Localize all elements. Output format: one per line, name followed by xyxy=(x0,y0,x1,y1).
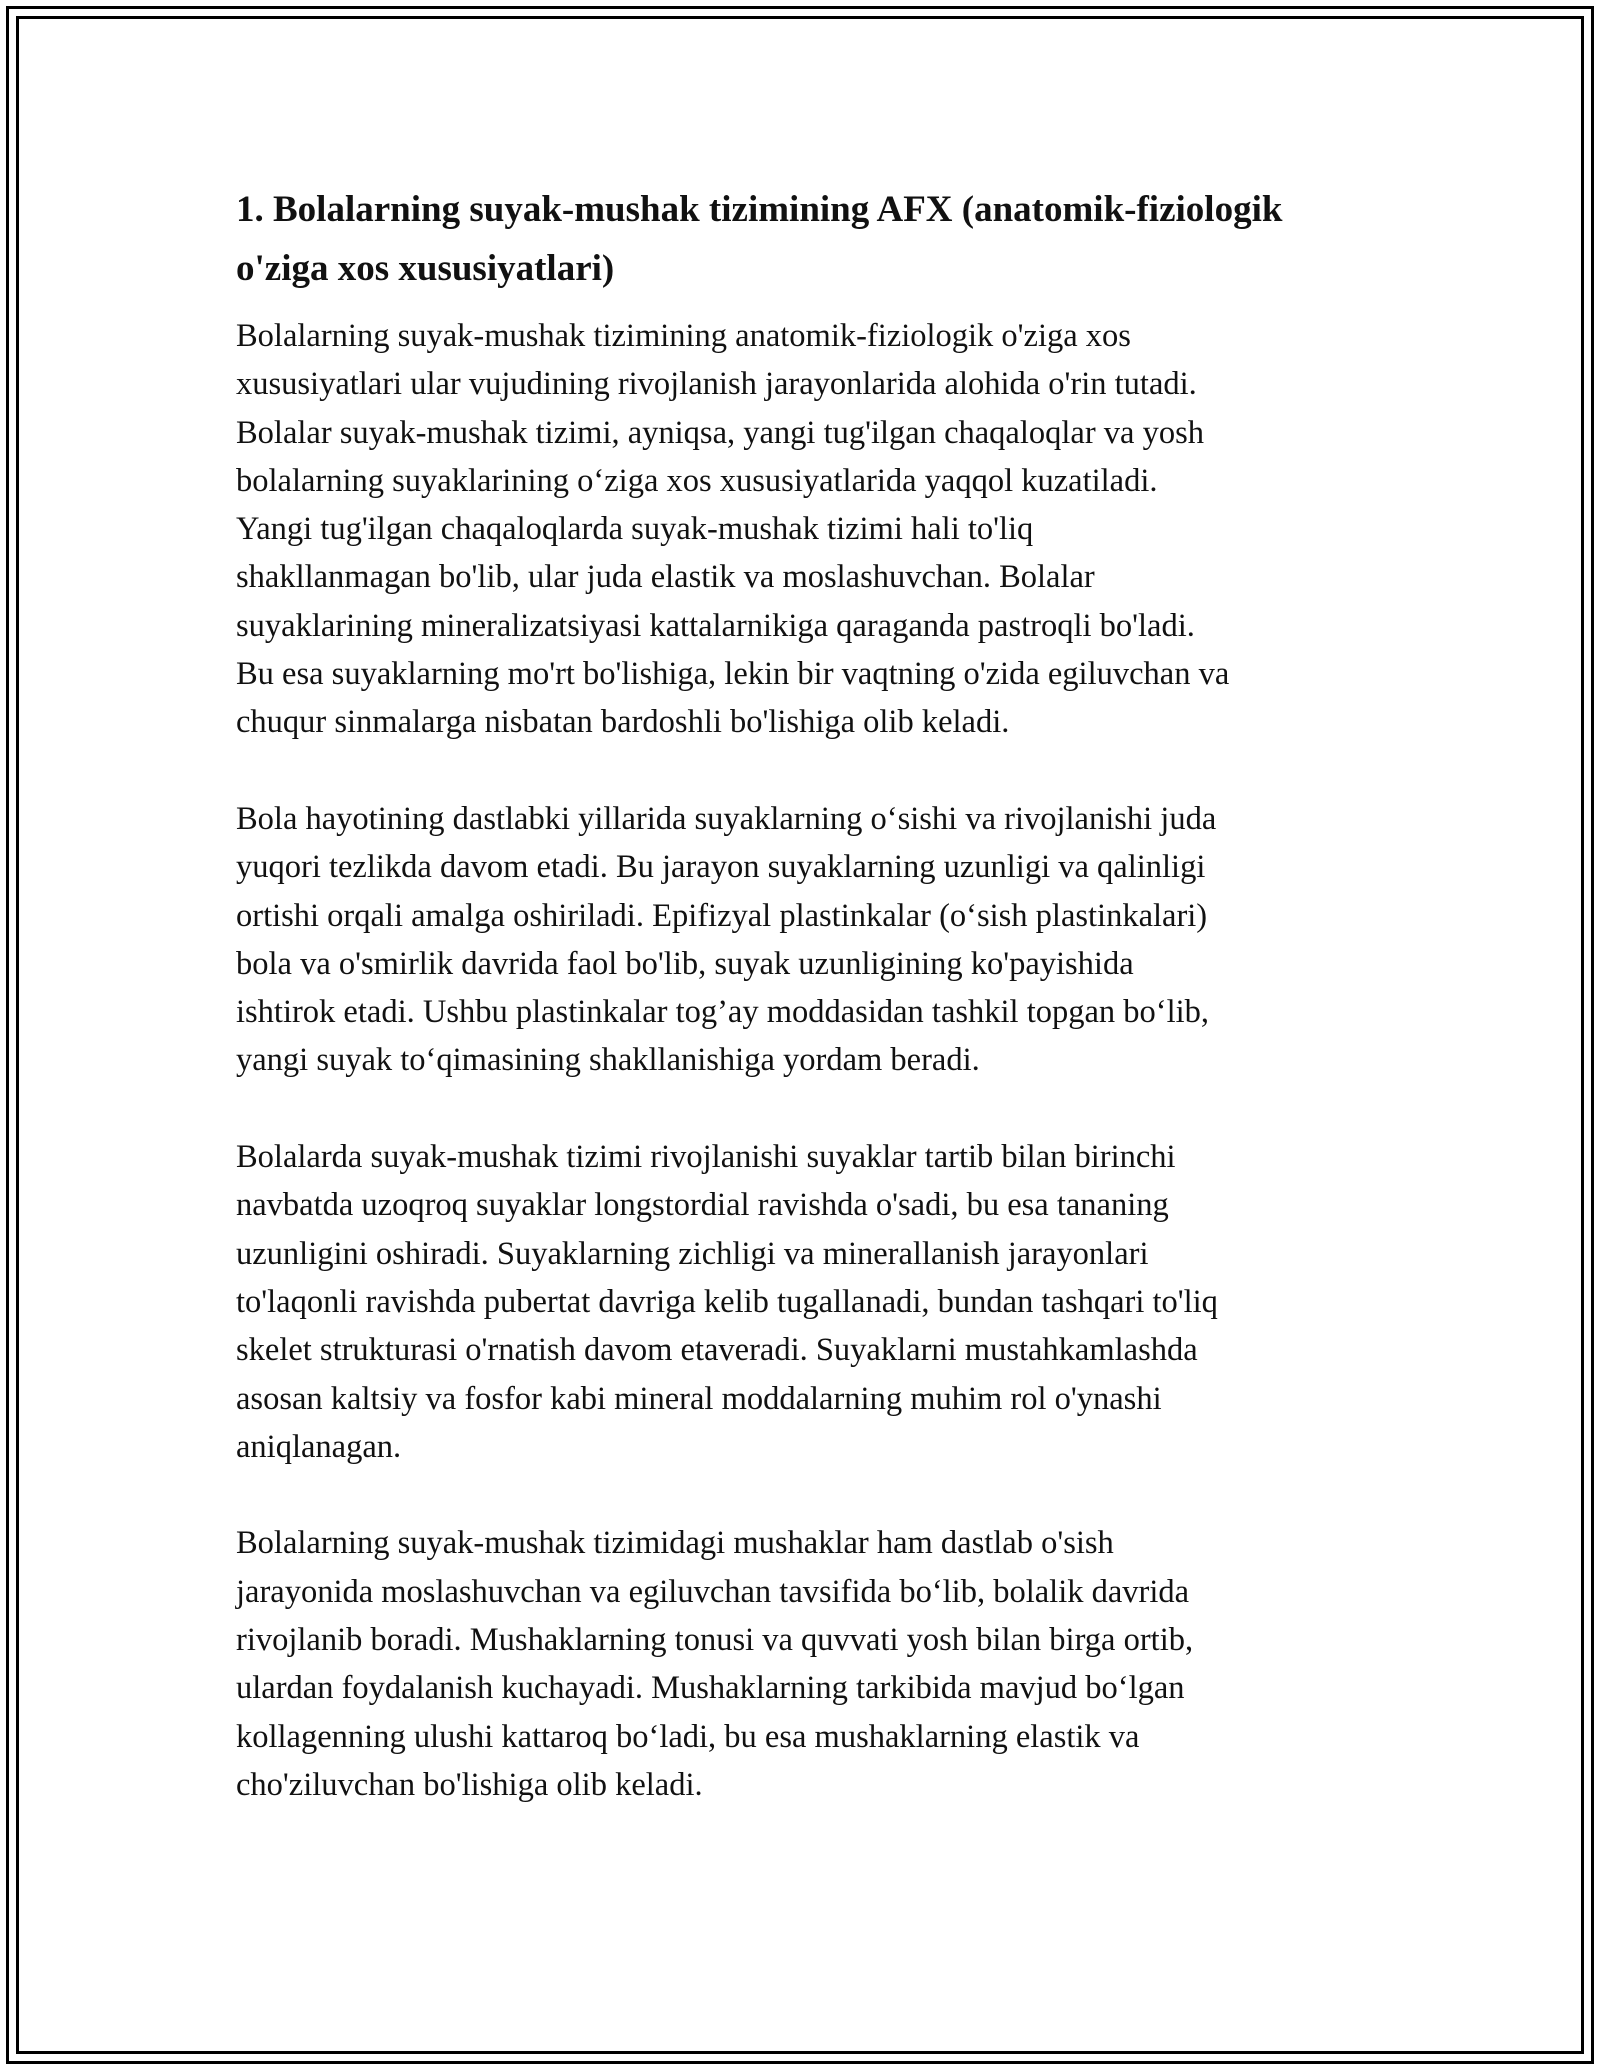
paragraph-line: uzunligini oshiradi. Suyaklarning zichligi va minerallanish jarayonlari xyxy=(236,1235,1149,1272)
paragraph-line: Bolalarning suyak-mushak tizimining anatomik-fiziologik o'ziga xos xyxy=(236,318,1131,354)
paragraph-line: ulardan foydalanish kuchayadi. Mushaklarning tarkibida mavjud bo‘lgan xyxy=(236,1670,1185,1707)
paragraph-line: bola va o'smirlik davrida faol bo'lib, suyak uzunligining ko'payishida xyxy=(236,945,1134,982)
paragraph-line: Bolalarning suyak-mushak tizimidagi mushaklar ham dastlab o'sish xyxy=(236,1525,1114,1562)
paragraph-line: navbatda uzoqroq suyaklar longstordial ravishda o'sadi, bu esa tananing xyxy=(236,1187,1169,1224)
paragraph-line: ortishi orqali amalga oshiriladi. Epifizyal plastinkalar (o‘sish plastinkalari) xyxy=(236,897,1208,934)
paragraph-line: cho'ziluvchan bo'lishiga olib keladi. xyxy=(236,1766,703,1803)
paragraph-line: Bolalarda suyak-mushak tizimi rivojlanishi suyaklar tartib bilan birinchi xyxy=(236,1139,1176,1176)
paragraph-line: shakllanmagan bo'lib, ular juda elastik va moslashuvchan. Bolalar xyxy=(236,559,1095,596)
paragraph-line: yuqori tezlikda davom etadi. Bu jarayon suyaklarning uzunligi va qalinligi xyxy=(236,849,1206,886)
paragraph-line: rivojlanib boradi. Mushaklarning tonusi va quvvati yosh bilan birga ortib, xyxy=(236,1622,1194,1659)
paragraph-line: Bola hayotining dastlabki yillarida suyaklarning o‘sishi va rivojlanishi juda xyxy=(236,800,1217,837)
document-body xyxy=(236,180,1376,1858)
paragraph-2 xyxy=(236,795,1376,1085)
paragraph-line: xususiyatlari ular vujudining rivojlanish jarayonlarida alohida o'rin tutadi. xyxy=(236,366,1197,403)
paragraph-3 xyxy=(236,1133,1376,1471)
paragraph-line: Bu esa suyaklarning mo'rt bo'lishiga, lekin bir vaqtning o'zida egiluvchan va xyxy=(236,656,1230,693)
paragraph-line: Yangi tug'ilgan chaqaloqlarda suyak-mushak tizimi hali to'liq xyxy=(236,511,1034,548)
paragraph-line: skelet strukturasi o'rnatish davom etaveradi. Suyaklarni mustahkamlashda xyxy=(236,1332,1198,1369)
paragraph-line: ishtirok etadi. Ushbu plastinkalar tog’ay moddasidan tashkil topgan bo‘lib, xyxy=(236,994,1210,1031)
section-heading: 1. Bolalarning suyak-mushak tizimining AFX (anatomik-fiziologik o'ziga xos xususiyatlari) xyxy=(236,189,1283,289)
paragraph-line: chuqur sinmalarga nisbatan bardoshli bo'lishiga olib keladi. xyxy=(236,704,1010,741)
paragraph-1 xyxy=(236,312,1376,747)
paragraph-line: kollagenning ulushi kattaroq bo‘ladi, bu esa mushaklarning elastik va xyxy=(236,1718,1140,1755)
paragraph-line: to'laqonli ravishda pubertat davriga kelib tugallanadi, bundan tashqari to'liq xyxy=(236,1283,1218,1320)
paragraph-line: Bolalar suyak-mushak tizimi, ayniqsa, yangi tug'ilgan chaqaloqlar va yosh xyxy=(236,414,1204,451)
paragraph-line: jarayonida moslashuvchan va egiluvchan tavsifida bo‘lib, bolalik davrida xyxy=(236,1573,1190,1610)
paragraph-line: yangi suyak to‘qimasining shakllanishiga yordam beradi. xyxy=(236,1042,980,1079)
paragraph-line: bolalarning suyaklarining o‘ziga xos xususiyatlarida yaqqol kuzatiladi. xyxy=(236,462,1158,499)
paragraph-line: aniqlanagan. xyxy=(236,1428,402,1465)
paragraph-4 xyxy=(236,1519,1376,1809)
paragraph-line: asosan kaltsiy va fosfor kabi mineral moddalarning muhim rol o'ynashi xyxy=(236,1380,1162,1417)
paragraph-line: suyaklarining mineralizatsiyasi kattalarnikiga qaraganda pastroqli bo'ladi. xyxy=(236,607,1195,644)
